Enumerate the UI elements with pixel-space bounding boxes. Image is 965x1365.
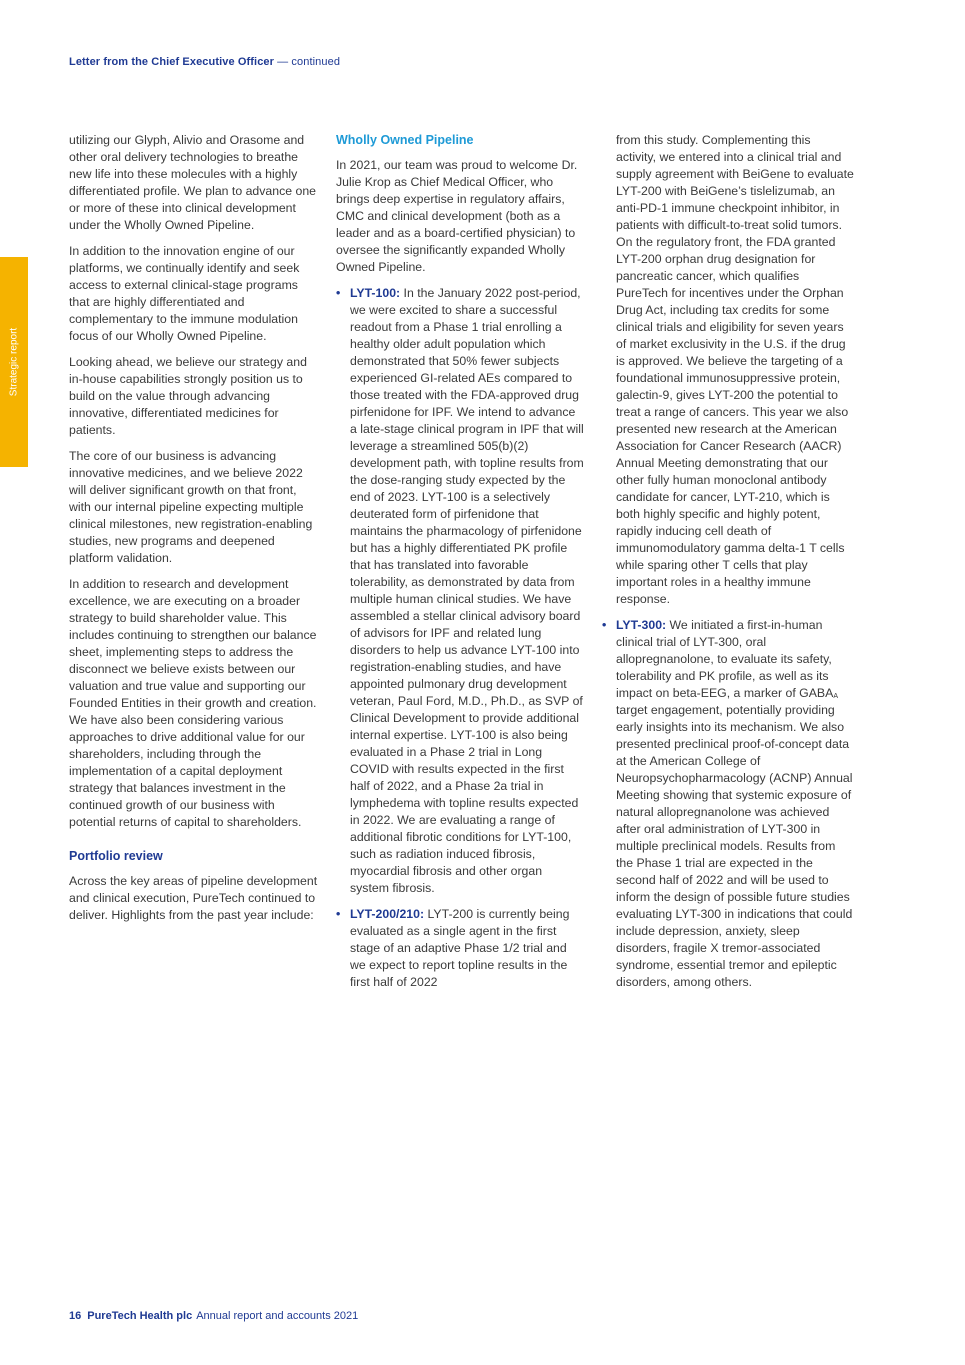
column-2 [336,132,584,1000]
document-title: Annual report and accounts 2021 [196,1310,359,1322]
bullet-lyt-100 [336,285,584,897]
bullet-label: LYT-100: [350,286,401,300]
paragraph: from this study. Complementing this activity, we entered into a clinical trial and supply agreement with BeiGene to evaluate LYT-200 with BeiGene’s tislelizumab, an anti-PD-1 immune checkpoint inhibitor, in patients with difficult-to-treat solid tumors. On the regulatory front, the FDA granted LYT-200 orphan drug designation for pancreatic cancer, which qualifies PureTech for incentives under the Orphan Drug Act, including tax credits for some clinical trials and eligibility for seven years of market exclusivity in the U.S. if the drug is approved. We believe the targeting of a foundational immunosuppressive protein, galectin-9, gives LYT-200 the potential to treat a range of cancers. This year we also presented new research at the American Association for Cancer Research (AACR) Annual Meeting demonstrating that our other fully human monoclonal antibody candidate for cancer, LYT-210, which is both highly specific and highly potent, rapidly inducing cell death of immunomodulatory gamma delta-1 T cells while sparing other T cells that play important roles in a healthy immune response. [616,133,854,606]
bullet-icon: • [602,618,607,632]
header-continued: — continued [274,56,341,68]
bullet-label: LYT-300: [616,618,667,632]
paragraph: Looking ahead, we believe our strategy and in-house capabilities strongly position us to build on the value through advancing innovative, differentiated medicines for patients. [69,355,307,437]
page-number: 16 [69,1310,82,1322]
section-tab-label: Strategic report [8,327,20,397]
bullet-label: LYT-200/210: [350,907,425,921]
bullet-lyt-200-210 [336,906,584,991]
bullet-text: We initiated a first-in-human clinical trial of LYT-300, oral allopregnanolone, to evaluate its safety, tolerability and PK profile, as well as its impact on beta-EEG, a marker of GABA [616,618,834,700]
paragraph: In 2021, our team was proud to welcome Dr. Julie Krop as Chief Medical Officer, who brings deep expertise in regulatory affairs, CMC and clinical development (both as a leader and as a board-certified physician) to oversee the significantly expanded Wholly Owned Pipeline. [336,158,578,274]
bullet-icon: • [336,286,341,300]
bullet-text: LYT-200 is currently being evaluated as a single agent in the first stage of an adaptive Phase 1/2 trial and we expect to report topline results in the first half of 2022 [350,907,570,989]
paragraph: In addition to the innovation engine of our platforms, we continually identify and seek access to external clinical-stage programs that are highly differentiated and complementary to the immune modulation focus of our Wholly Owned Pipeline. [69,244,300,343]
column-1 [69,132,319,933]
section-heading-wholly-owned-pipeline: Wholly Owned Pipeline [336,133,474,147]
bullet-text: target engagement, potentially providing early insights into its mechanism. We also presented preclinical proof-of-concept data at the American College of Neuropsychopharmacology (ACNP) Annual Meeting showing that systemic exposure of natural allopregnanolone was achieved after oral administration of LYT-300 in multiple preclinical models. Results from the Phase 1 trial are expected in the second half of 2022 and will be used to inform the design of possible future studies evaluating LYT-300 in indications that could include depression, anxiety, sleep disorders, fragile X tremor-associated syndrome, essential tremor and epileptic disorders, among others. [616,703,853,989]
company-name: PureTech Health plc [87,1310,193,1322]
bullet-icon: • [336,907,341,921]
paragraph: In addition to research and development excellence, we are executing on a broader strategy to build shareholder value. This includes continuing to strengthen our balance sheet, implementing steps to address the disconnect we believe exists between our valuation and true value and supporting our Founded Entities in their growth and creation. We have also been considering various approaches to drive additional value for our shareholders, including through the implementation of a capital deployment strategy that balances investment in the continued growth of our business with potential returns of capital to shareholders. [69,577,317,829]
page-footer [69,1310,358,1322]
column-3 [602,132,854,1000]
subscript: A [833,693,839,700]
paragraph: utilizing our Glyph, Alivio and Orasome and other oral delivery technologies to breathe new life into these molecules with a highly differentiated profile. We plan to advance one or more of these into clinical development under the Wholly Owned Pipeline. [69,133,317,232]
header-title: Letter from the Chief Executive Officer [69,56,275,68]
running-header [69,56,340,68]
bullet-text: In the January 2022 post-period, we were excited to share a successful readout from a Phase 1 trial enrolling a healthy older adult population which demonstrated that 50% fewer subjects experienced GI-related AEs compared to those treated with the FDA-approved drug pirfenidone for IPF. We intend to advance a late-stage clinical program in IPF that will leverage a streamlined 505(b)(2) development path, with topline results from the dose-ranging study expected by the end of 2023. LYT-100 is a selectively deuterated form of pirfenidone that maintains the pharmacology of pirfenidone but has a highly differentiated PK profile that has translated into favorable tolerability, as demonstrated by data from multiple human clinical studies. We have assembled a stellar clinical advisory board of advisors for IPF and related lung disorders to help us advance LYT-100 into registration-enabling studies, and have appointed pulmonary drug development veteran, Paul Ford, M.D., Ph.D., as SVP of Clinical Development to provide additional internal expertise. LYT-100 is also being evaluated in a Phase 2 trial in Long COVID with results expected in the first half of 2022, and a Phase 2a trial in lymphedema with topline results expected in 2022. We are evaluating a range of additional fibrotic conditions for LYT-100, such as radiation induced fibrosis, myocardial fibrosis and other organ system fibrosis. [350,286,584,895]
paragraph: Across the key areas of pipeline development and clinical execution, PureTech continued to deliver. Highlights from the past year include: [69,874,318,922]
section-heading-portfolio-review: Portfolio review [69,849,163,863]
section-tab [0,257,28,467]
bullet-lyt-300 [602,617,854,991]
paragraph: The core of our business is advancing innovative medicines, and we believe 2022 will deliver significant growth on that front, with our internal pipeline expecting multiple clinical milestones, new registration-enabling studies, new programs and deepened platform validation. [69,449,313,565]
